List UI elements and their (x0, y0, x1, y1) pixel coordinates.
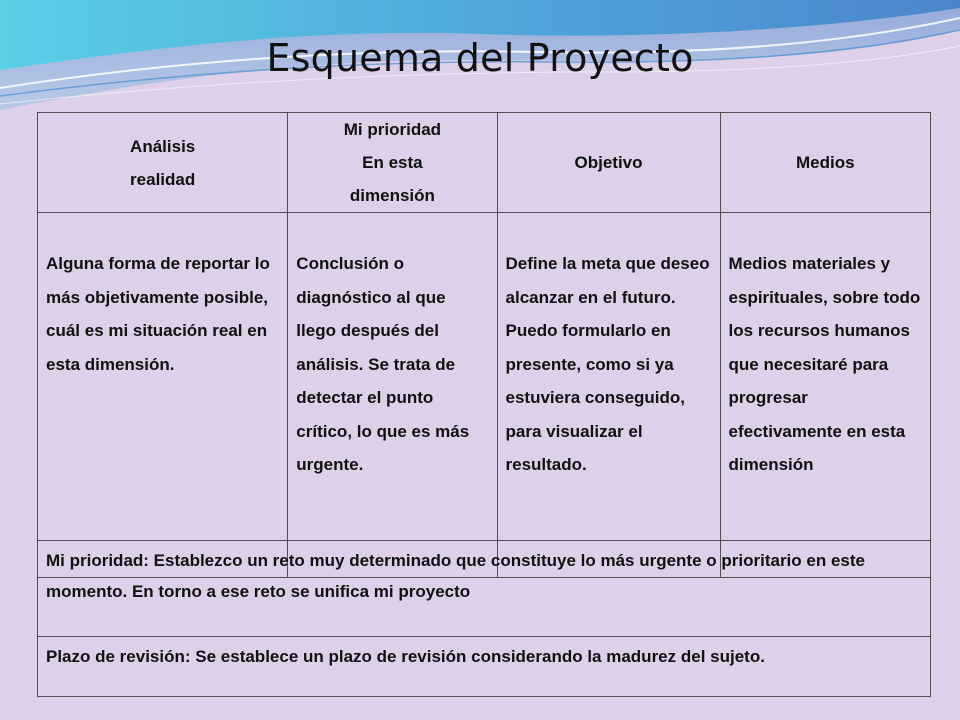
table-row (38, 213, 931, 578)
header-line: Mi prioridad (343, 120, 442, 139)
notes-table (37, 540, 931, 697)
header-line: Medios (795, 153, 855, 172)
header-medios (720, 113, 930, 213)
header-line: En esta (362, 153, 423, 172)
header-line: Objetivo (574, 153, 643, 172)
header-line: realidad (130, 169, 196, 189)
header-line: dimensión (349, 186, 435, 205)
slide-title: Esquema del Proyecto (266, 36, 694, 80)
header-analisis-realidad (38, 113, 288, 213)
cell-mi-prioridad: Conclusión o diagnóstico al que llego después del análisis. Se trata de detectar el punto crítico, lo que es más urgente. (288, 213, 497, 578)
header-objetivo (497, 113, 720, 213)
table-header-row (38, 113, 931, 213)
cell-analisis-realidad: Alguna forma de reportar lo más objetivamente posible, cuál es mi situación real en esta dimensión. (38, 213, 288, 578)
note-mi-prioridad: Mi prioridad: Establezco un reto muy determinado que constituye lo más urgente o prioritario en este momento. En torno a ese reto se unifica mi proyecto (38, 541, 931, 637)
cell-objetivo: Define la meta que deseo alcanzar en el futuro. Puedo formularlo en presente, como si ya estuviera conseguido, para visualizar el resultado. (497, 213, 720, 578)
project-outline-table (37, 112, 931, 578)
header-line: Análisis (130, 136, 196, 156)
header-mi-prioridad (288, 113, 497, 213)
table-row (38, 637, 931, 697)
note-plazo-revision: Plazo de revisión: Se establece un plazo de revisión considerando la madurez del sujeto. (38, 637, 931, 697)
table-row (38, 541, 931, 637)
cell-medios: Medios materiales y espirituales, sobre todo los recursos humanos que necesitaré para progresar efectivamente en esta dimensión (720, 213, 930, 578)
